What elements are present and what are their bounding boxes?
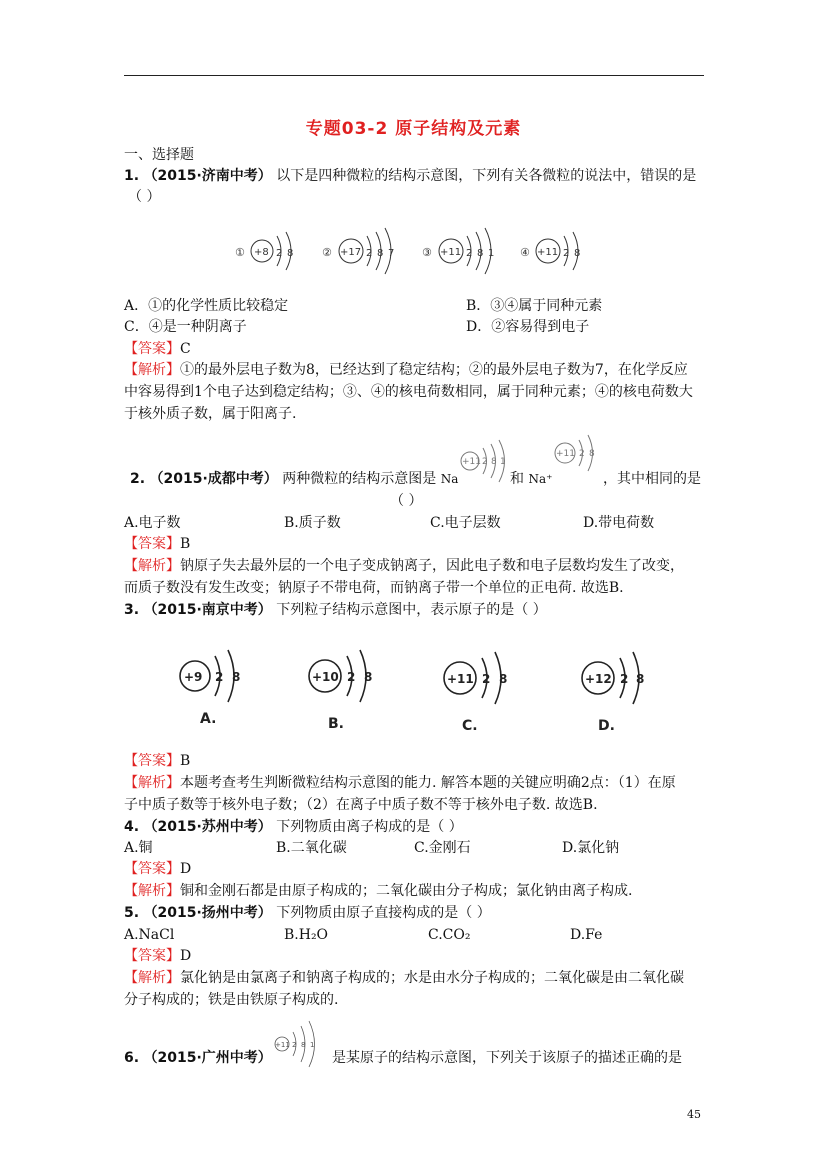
q2-answer-tag: 【答案】 [124,536,180,552]
q3-analysis-2: 子中质子数等于核外电子数；（2）在离子中质子数不等于核外电子数. 故选B. [124,797,598,813]
q1-atom-diagrams [230,226,580,286]
q4-source: （2015·苏州中考） [143,819,272,835]
q1-diagram-4 [520,232,580,270]
q2-option-c: C.电子层数 [430,515,501,531]
q6-nucleus: +11 [275,1041,290,1049]
q5-stem: 下列物质由原子直接构成的是（ ） [276,905,491,921]
q4-option-a: A.铜 [124,840,153,856]
q1-diagram-3-label: ③ [422,246,432,259]
q1-diagram-2-nucleus: +17 [340,247,362,258]
q3-a-label: A. [200,711,217,727]
q2-na-atom-diagram [455,438,515,488]
q3-a-shell-1: 2 [215,670,224,684]
q3-diagram-a [180,650,240,727]
q1-stem-line [124,166,696,186]
q1-analysis-1 [124,360,688,380]
q3-diagram-c [444,652,507,734]
q1-diagram-4-shell-1: 2 [563,248,570,259]
q3-analysis-tag: 【解析】 [124,775,180,791]
q1-diagram-1-label: ① [235,246,245,259]
q3-b-shell-1: 2 [347,670,356,684]
q5-option-d: D.Fe [570,927,603,943]
q1-option-a: A．①的化学性质比较稳定 [124,298,289,314]
q5-analysis-2: 分子构成的；铁是由铁原子构成的. [124,992,339,1008]
q1-number: 1. [124,168,140,184]
q3-d-nucleus: +12 [585,672,612,686]
q2-stem-end: ，其中相同的是 [603,471,701,487]
q4-option-b: B.二氧化碳 [276,840,347,856]
q6-shell-2: 8 [301,1041,306,1049]
q3-d-label: D. [598,718,615,734]
q6-atom-diagram [270,1020,325,1072]
q2-stem-line [130,469,458,489]
q3-source: （2015·南京中考） [143,602,272,618]
q5-option-b: B.H₂O [284,927,329,943]
q1-analysis-text-1: ①的最外层电子数为8，已经达到了稳定结构；②的最外层电子数为7，在化学反应 [180,362,688,378]
q2-d1-shell-3: 1 [500,457,506,467]
q5-analysis-tag: 【解析】 [124,970,180,986]
q2-answer-value: B [180,536,191,552]
q1-answer-tag: 【答案】 [124,341,180,357]
q2-number: 2. [130,471,146,487]
q3-b-label: B. [328,716,344,732]
q3-d-shell-2: 8 [636,672,645,686]
q1-analysis-3: 于核外质子数，属于阳离子. [124,406,297,422]
q1-diagram-1-shell-1: 2 [276,248,283,259]
q4-answer-value: D [180,861,192,877]
q4-stem: 下列物质由离子构成的是（ ） [276,819,463,835]
q1-option-d: D．②容易得到电子 [466,319,590,335]
q5-stem-line [124,903,491,923]
q1-option-c: C．④是一种阴离子 [124,319,247,335]
q4-number: 4. [124,819,140,835]
q6-number: 6. [124,1050,140,1066]
q6-shell-1: 2 [292,1041,297,1049]
q4-stem-line [124,817,463,837]
q5-answer [124,946,191,966]
q1-option-b: B．③④属于同种元素 [466,298,603,314]
q3-a-shell-2: 8 [232,670,241,684]
q1-answer [124,339,191,359]
q1-diagram-2-shell-3: 7 [388,248,395,259]
q3-b-shell-2: 8 [364,670,373,684]
q3-a-nucleus: +9 [184,670,203,684]
q2-analysis-tag: 【解析】 [124,558,180,574]
q1-diagram-2-shell-1: 2 [366,248,373,259]
section-heading: 一、选择题 [124,147,194,163]
q2-answer [124,534,190,554]
q2-na-ion-symbol: Na⁺ [528,472,553,486]
q3-c-shell-1: 2 [482,672,491,686]
q3-answer [124,751,190,771]
q2-analysis-text-1: 钠原子失去最外层的一个电子变成钠离子，因此电子数和电子层数均发生了改变， [180,558,684,574]
q1-diagram-2 [322,228,394,274]
q3-d-shell-1: 2 [620,672,629,686]
q4-analysis-text-1: 铜和金刚石都是由原子构成的；二氧化碳由分子构成；氯化钠由离子构成. [180,883,633,899]
q3-stem-line [124,600,547,620]
q2-option-a: A.电子数 [124,515,181,531]
q2-d1-shell-2: 8 [491,457,497,467]
q6-stem-line [124,1048,272,1068]
q1-diagram-1-shell-2: 8 [287,248,294,259]
q5-option-a: A.NaCl [124,927,175,943]
q3-number: 3. [124,602,140,618]
q3-stem: 下列粒子结构示意图中，表示原子的是（ ） [276,602,547,618]
q2-and-na-ion [510,469,552,489]
q1-diagram-1 [235,232,293,270]
q2-na-ion-diagram [550,428,605,478]
q1-diagram-4-label: ④ [520,246,530,259]
q2-option-d: D.带电荷数 [583,515,655,531]
q3-c-nucleus: +11 [447,672,474,686]
q1-stem: 以下是四种微粒的结构示意图，下列有关各微粒的说法中，错误的是 [276,168,697,184]
q5-answer-value: D [180,948,192,964]
q2-paren: （ ） [390,493,423,509]
q2-d1-nucleus: +11 [462,457,481,467]
q4-answer-tag: 【答案】 [124,861,180,877]
q5-option-c: C.CO₂ [428,927,471,943]
page-number: 45 [687,1108,701,1121]
q2-d2-shell-1: 2 [579,449,585,459]
q1-analysis-2: 中容易得到1个电子达到稳定结构；③、④的核电荷数相同，属于同种元素；④的核电荷数大 [124,384,693,400]
q1-diagram-4-shell-2: 8 [574,248,580,259]
q4-option-c: C.金刚石 [414,840,471,856]
q2-option-b: B.质子数 [284,515,341,531]
q3-c-label: C. [462,718,478,734]
q5-analysis-text-1: 氯化钠是由氯离子和钠离子构成的；水是由水分子构成的；二氧化碳是由二氧化碳 [180,970,684,986]
q4-answer [124,859,191,879]
q3-diagram-d [582,652,644,734]
q2-stem: 两种微粒的结构示意图是 [282,471,437,487]
q3-c-shell-2: 8 [499,672,508,686]
q2-d2-shell-2: 8 [589,449,595,459]
q1-diagram-3-shell-3: 1 [488,248,495,259]
q2-d1-shell-1: 2 [482,457,488,467]
q1-diagram-1-nucleus: +8 [254,247,269,258]
q1-diagram-3 [422,228,494,274]
q2-analysis-2: 而质子数没有发生改变；钠原子不带电荷，而钠离子带一个单位的正电荷. 故选B. [124,580,624,596]
q2-d2-nucleus: +11 [556,449,575,459]
q3-b-nucleus: +10 [312,670,339,684]
q6-shell-3: 1 [310,1041,315,1049]
q1-diagram-3-shell-1: 2 [466,248,473,259]
q5-number: 5. [124,905,140,921]
q3-analysis-text-1: 本题考查考生判断微粒结构示意图的能力. 解答本题的关键应明确2点：（1）在原 [180,775,676,791]
q1-diagram-2-label: ② [322,246,332,259]
q2-analysis-1 [124,556,684,576]
q1-diagram-4-nucleus: +11 [537,247,559,258]
q1-source: （2015·济南中考） [143,168,272,184]
q2-na-symbol: Na [440,472,459,486]
q3-answer-value: B [180,753,191,769]
q3-answer-tag: 【答案】 [124,753,180,769]
header-rule [124,75,704,76]
q1-analysis-tag: 【解析】 [124,362,180,378]
q1-diagram-3-shell-2: 8 [477,248,484,259]
q1-diagram-3-nucleus: +11 [440,247,462,258]
q4-analysis-1 [124,881,632,901]
q4-analysis-tag: 【解析】 [124,883,180,899]
q1-answer-value: C [180,341,191,357]
q6-stem: 是某原子的结构示意图，下列关于该原子的描述正确的是 [332,1050,682,1066]
q3-diagram-b [309,650,372,732]
q3-analysis-1 [124,773,676,793]
q2-source: （2015·成都中考） [149,471,278,487]
q6-source: （2015·广州中考） [143,1050,272,1066]
q1-paren: （ ） [128,189,161,205]
q5-answer-tag: 【答案】 [124,948,180,964]
q3-atom-diagrams [170,638,650,738]
q5-source: （2015·扬州中考） [143,905,272,921]
q4-option-d: D.氯化钠 [562,840,620,856]
q2-and: 和 [510,471,524,487]
page-title: 专题03-2 原子结构及元素 [305,119,522,139]
q5-analysis-1 [124,968,684,988]
q1-diagram-2-shell-2: 8 [377,248,384,259]
